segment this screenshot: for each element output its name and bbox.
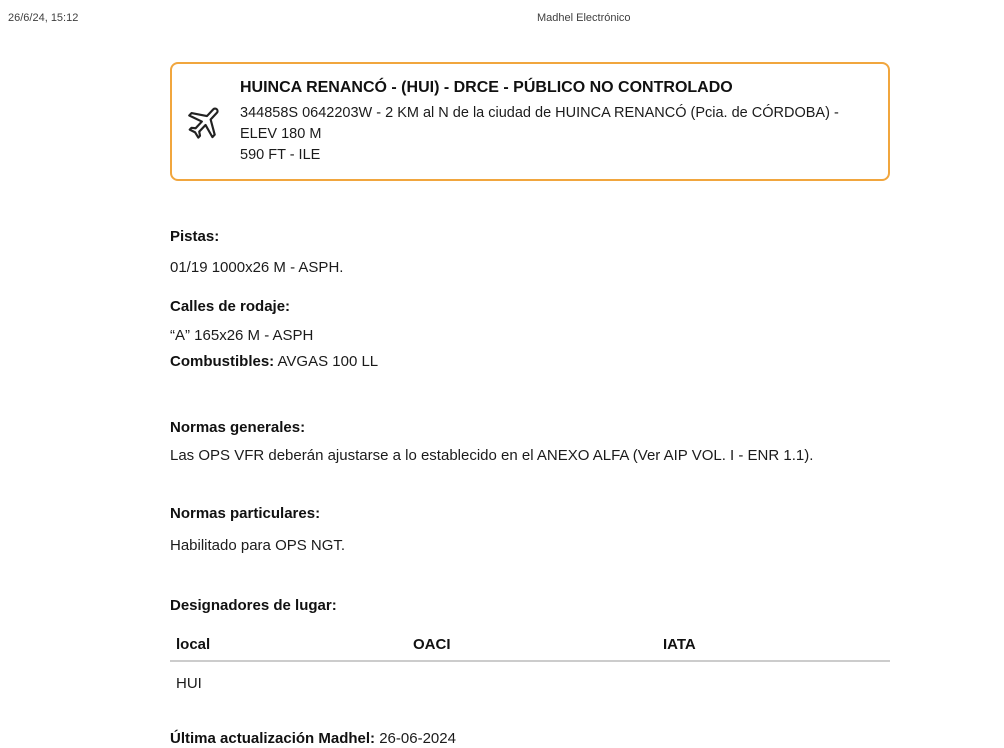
designadores-heading: Designadores de lugar: [170,597,337,614]
aerodrome-card [170,62,890,181]
table-row [170,674,890,693]
aerodrome-details-line1: 344858S 0642203W - 2 KM al N de la ciudad de HUINCA RENANCÓ (Pcia. de CÓRDOBA) - ELEV 180 M [240,105,839,142]
col-header-oaci: OACI [413,636,451,653]
table-header-row [170,635,890,654]
page-content [170,62,890,748]
print-doc-title: Madhel Electrónico [537,12,631,24]
combustibles-line [170,350,890,374]
col-header-iata: IATA [663,636,696,653]
normas-particulares-value: Habilitado para OPS NGT. [170,537,346,554]
cell-local: HUI [176,675,202,692]
calles-de-rodaje-value: “A” 165x26 M - ASPH [170,327,314,344]
last-update-label: Última actualización Madhel: [170,730,376,747]
aerodrome-title: HUINCA RENANCÓ - (HUI) - DRCE - PÚBLICO NO CONTROLADO [240,79,733,96]
cell-oaci [407,674,657,693]
airplane-takeoff-icon [186,102,226,142]
aerodrome-card-text [240,77,872,166]
normas-particulares-heading: Normas particulares: [170,505,321,522]
designadores-table [170,635,890,693]
browser-print-header [0,0,1004,30]
normas-generales-heading: Normas generales: [170,419,306,436]
cell-iata [657,674,890,693]
table-divider [170,660,890,662]
pistas-heading: Pistas: [170,228,220,245]
combustibles-label: Combustibles: [170,353,275,370]
combustibles-value: AVGAS 100 LL [277,353,379,370]
pistas-value: 01/19 1000x26 M - ASPH. [170,259,344,276]
last-update-line [170,729,890,748]
aerodrome-details-line2: 590 FT - ILE [240,147,321,163]
normas-generales-value: Las OPS VFR deberán ajustarse a lo establecido en el ANEXO ALFA (Ver AIP VOL. I - ENR 1.1). [170,447,814,464]
col-header-local: local [176,636,211,653]
calles-de-rodaje-heading: Calles de rodaje: [170,298,291,315]
print-datetime: 26/6/24, 15:12 [8,12,79,24]
last-update-value: 26-06-2024 [379,730,456,747]
